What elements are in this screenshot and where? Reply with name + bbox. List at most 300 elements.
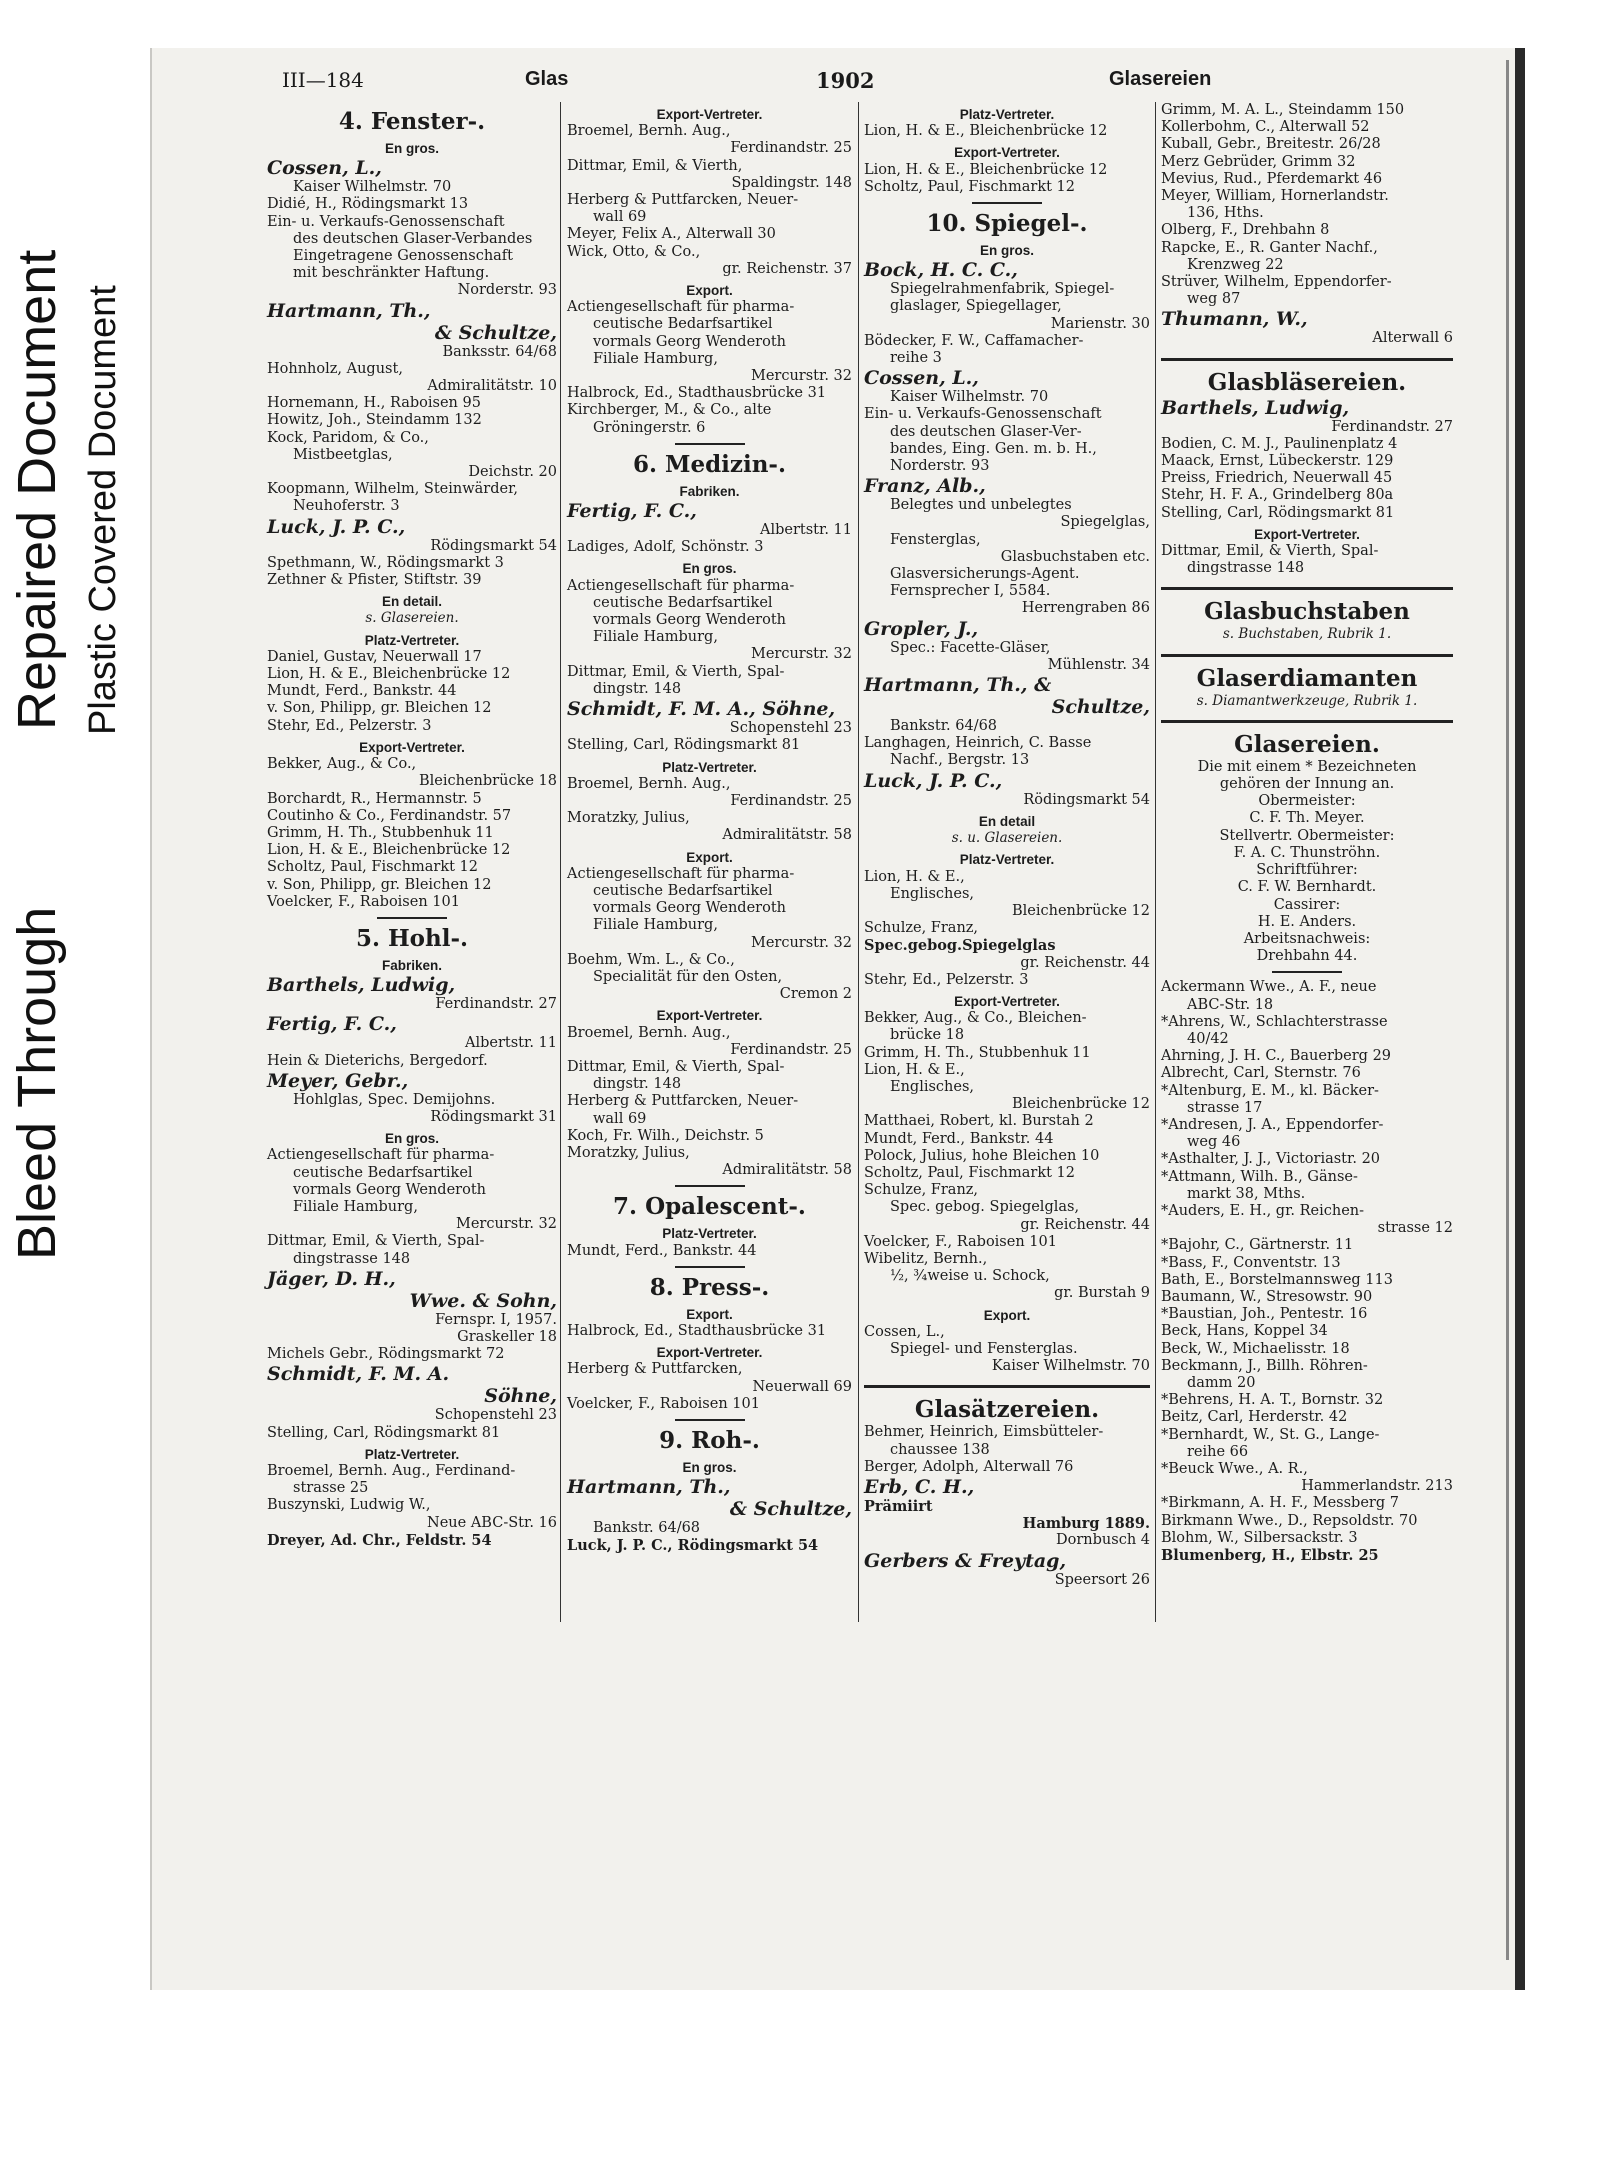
listing-line: Grimm, H. Th., Stubbenhuk 11	[864, 1044, 1091, 1061]
section-heading: 5. Hohl-.	[355, 924, 469, 952]
listing-line: Schriftführer:	[1256, 862, 1358, 879]
listing-line: 136, Hths.	[1187, 205, 1264, 222]
listing-line: Belegtes und unbelegtes	[890, 497, 1072, 514]
listing-line: Fernsprecher I, 5584.	[890, 583, 1051, 600]
listing-line: Bekker, Aug., & Co.,	[267, 756, 417, 773]
listing-line: Fensterglas,	[890, 531, 981, 548]
listing-line: Graskeller 18	[457, 1328, 557, 1345]
listing-line: strasse 25	[293, 1480, 369, 1497]
subsection-heading: Export.	[686, 1306, 733, 1322]
label-plastic-covered: Plastic Covered Document	[82, 285, 124, 735]
section-heading: 4. Fenster-.	[338, 108, 486, 135]
listing-line: Spiegelrahmenfabrik, Spiegel-	[890, 281, 1115, 298]
listing-line: Gröningerstr. 6	[593, 419, 706, 436]
listing-line: Albertstr. 11	[759, 522, 852, 539]
listing-line: Rapcke, E., R. Ganter Nachf.,	[1161, 239, 1378, 256]
listing-line: Ackermann Wwe., A. F., neue	[1161, 979, 1377, 996]
listing-line: Michels Gebr., Rödingsmarkt 72	[267, 1346, 505, 1363]
listing-line: des deutschen Glaser-Ver-	[890, 423, 1082, 440]
listing-line: Dreyer, Ad. Chr., Feldstr. 54	[267, 1531, 492, 1549]
listing-line: vormals Georg Wenderoth	[593, 900, 786, 917]
listing-line: Bleichenbrücke 12	[1012, 902, 1150, 919]
listing-line: strasse 17	[1187, 1099, 1263, 1116]
listing-line: Glasbuchstaben etc.	[1000, 548, 1150, 565]
listing-line: wall 69	[593, 209, 647, 226]
listing-line: v. Son, Philipp, gr. Bleichen 12	[267, 876, 492, 893]
listing-line: Meyer, William, Hornerlandstr.	[1161, 188, 1389, 205]
listing-line: Hein & Dieterichs, Bergedorf.	[267, 1052, 488, 1069]
listing-line: Dittmar, Emil, & Vierth,	[567, 157, 743, 174]
listing-line: Rödingsmarkt 54	[430, 537, 557, 554]
listing-line: Filiale Hamburg,	[293, 1198, 418, 1215]
listing-line: Hamburg 1889.	[1022, 1515, 1150, 1533]
listing-line: Kollerbohm, C., Alterwall 52	[1161, 119, 1370, 136]
firm-name: Schultze,	[1051, 696, 1150, 719]
section-rule	[972, 202, 1042, 204]
subsection-heading: En gros.	[384, 1131, 439, 1147]
section-heading: Glasbläsereien.	[1207, 368, 1407, 396]
section-heading: 8. Press-.	[649, 1273, 770, 1301]
section-rule	[675, 1266, 745, 1268]
listing-line: Mercurstr. 32	[750, 646, 852, 663]
column-divider	[858, 102, 859, 1622]
listing-line: Bekker, Aug., & Co., Bleichen-	[864, 1010, 1087, 1027]
listing-line: Spec.: Facette-Gläser,	[890, 639, 1051, 656]
section-divider	[1161, 587, 1453, 590]
listing-line: Mistbeetglas,	[293, 446, 393, 463]
listing-line: Drehbahn 44.	[1256, 948, 1358, 965]
page-edge-line	[1506, 60, 1509, 1960]
firm-name: & Schultze,	[434, 321, 557, 344]
listing-line: chaussee 138	[890, 1441, 990, 1458]
subsection-heading: Export-Vertreter.	[954, 145, 1060, 161]
listing-line: Howitz, Joh., Steindamm 132	[267, 412, 482, 429]
listing-line: Lion, H. & E.,	[864, 1061, 965, 1078]
listing-line: Broemel, Bernh. Aug., Ferdinand-	[267, 1462, 516, 1479]
listing-line: weg 87	[1187, 291, 1241, 308]
listing-line: *Andresen, J. A., Eppendorfer-	[1161, 1116, 1384, 1133]
listing-line: *Bernhardt, W., St. G., Lange-	[1161, 1426, 1380, 1443]
listing-line: Matthaei, Robert, kl. Burstah 2	[864, 1113, 1094, 1130]
listing-line: Lion, H. & E., Bleichenbrücke 12	[267, 842, 511, 859]
subsection-heading: Platz-Vertreter.	[959, 107, 1055, 122]
listing-line: des deutschen Glaser-Verbandes	[293, 230, 533, 247]
listing-line: Bödecker, F. W., Caffamacher-	[864, 332, 1084, 349]
listing-line: Scholtz, Paul, Fischmarkt 12	[864, 1164, 1075, 1181]
listing-line: Baumann, W., Stresowstr. 90	[1161, 1288, 1373, 1305]
listing-line: weg 46	[1187, 1134, 1241, 1151]
listing-line: Coutinho & Co., Ferdinandstr. 57	[267, 807, 512, 824]
section-divider	[864, 1385, 1150, 1388]
listing-line: gr. Reichenstr. 37	[722, 260, 852, 277]
subsection-heading: Export-Vertreter.	[954, 993, 1060, 1009]
listing-line: Hohlglas, Spec. Demijohns.	[293, 1091, 496, 1108]
listing-line: Moratzky, Julius,	[567, 810, 690, 827]
subsection-heading: Export.	[686, 849, 733, 865]
listing-line: Kuball, Gebr., Breitestr. 26/28	[1161, 136, 1381, 153]
listing-line: Bodien, C. M. J., Paulinenplatz 4	[1161, 435, 1398, 452]
listing-line: Mercurstr. 32	[455, 1216, 557, 1233]
listing-line: Beck, Hans, Koppel 34	[1161, 1323, 1328, 1340]
listing-line: Krenzweg 22	[1187, 256, 1284, 273]
listing-line: Merz Gebrüder, Grimm 32	[1161, 153, 1356, 170]
listing-line: Grimm, H. Th., Stubbenhuk 11	[267, 824, 494, 841]
listing-line: Spethmann, W., Rödingsmarkt 3	[267, 554, 504, 571]
listing-line: Stelling, Carl, Rödingsmarkt 81	[267, 1424, 501, 1441]
listing-line: Behmer, Heinrich, Eimsbütteler-	[864, 1424, 1104, 1441]
firm-name: Söhne,	[484, 1385, 557, 1408]
firm-name: Cossen, L.,	[267, 157, 382, 180]
listing-line: dingstr. 148	[593, 680, 682, 697]
listing-line: damm 20	[1187, 1374, 1256, 1391]
section-rule	[675, 1185, 745, 1187]
listing-line: Stelling, Carl, Rödingsmarkt 81	[567, 737, 801, 754]
listing-line: Ein- u. Verkaufs-Genossenschaft	[864, 406, 1102, 423]
listing-line: Ladiges, Adolf, Schönstr. 3	[567, 539, 764, 556]
firm-name: Gerbers & Freytag,	[864, 1549, 1067, 1572]
listing-line: Ferdinandstr. 25	[730, 1041, 852, 1058]
listing-line: vormals Georg Wenderoth	[593, 333, 786, 350]
listing-line: Spec. gebog. Spiegelglas,	[890, 1199, 1080, 1216]
firm-name: Fertig, F. C.,	[567, 500, 697, 523]
listing-line: Neue ABC-Str. 16	[427, 1514, 557, 1531]
listing-line: Schulze, Franz,	[864, 1182, 979, 1199]
page-year: 1902	[816, 68, 875, 93]
listing-line: Cremon 2	[779, 986, 852, 1003]
running-head-left: Glas	[525, 68, 569, 90]
listing-line: Actiengesellschaft für pharma-	[567, 577, 795, 594]
listing-line: Englisches,	[890, 1078, 975, 1095]
listing-line: Hammerlandstr. 213	[1301, 1478, 1453, 1495]
cross-reference: s. Glasereien.	[365, 610, 459, 627]
listing-line: ½, ¾weise u. Schock,	[890, 1268, 1050, 1285]
section-divider	[1161, 720, 1453, 723]
listing-line: Blumenberg, H., Elbstr. 25	[1161, 1547, 1379, 1565]
section-rule	[675, 443, 745, 445]
listing-line: Filiale Hamburg,	[593, 917, 718, 934]
firm-name: Gropler, J.,	[864, 617, 979, 640]
listing-line: Herberg & Puttfarcken,	[567, 1361, 743, 1378]
listing-line: Dittmar, Emil, & Vierth, Spal-	[267, 1233, 485, 1250]
listing-line: Bath, E., Borstelmannsweg 113	[1161, 1271, 1393, 1288]
subsection-heading: Platz-Vertreter.	[662, 1226, 757, 1242]
listing-line: Meyer, Felix A., Alterwall 30	[567, 226, 776, 243]
subsection-heading: En detail.	[381, 594, 442, 610]
listing-line: Bleichenbrücke 12	[1012, 1096, 1150, 1113]
listing-line: gehören der Innung an.	[1219, 776, 1395, 793]
listing-line: ceutische Bedarfsartikel	[593, 594, 773, 611]
listing-line: Albertstr. 11	[464, 1035, 557, 1052]
listing-line: Admiralitätstr. 58	[722, 827, 852, 844]
listing-line: Stehr, Ed., Pelzerstr. 3	[864, 971, 1029, 988]
listing-line: Wick, Otto, & Co.,	[567, 243, 701, 260]
listing-line: Prämiirt	[864, 1498, 933, 1515]
listing-line: Lion, H. & E., Bleichenbrücke 12	[864, 161, 1108, 178]
subsection-heading: Export-Vertreter.	[656, 1008, 763, 1024]
subsection-heading: En gros.	[384, 141, 439, 156]
listing-line: Mercurstr. 32	[750, 368, 852, 385]
listing-line: H. E. Anders.	[1257, 913, 1357, 930]
listing-line: Filiale Hamburg,	[593, 629, 718, 646]
listing-line: Nachf., Bergstr. 13	[890, 752, 1030, 769]
directory-page	[150, 48, 1522, 1990]
listing-line: Didié, H., Rödingsmarkt 13	[267, 196, 469, 213]
listing-line: Blohm, W., Silbersackstr. 3	[1161, 1529, 1358, 1546]
listing-line: dingstrasse 148	[1187, 560, 1305, 577]
listing-line: Beck, W., Michaelisstr. 18	[1161, 1340, 1350, 1357]
listing-line: *Behrens, H. A. T., Bornstr. 32	[1161, 1392, 1384, 1409]
listing-line: Dittmar, Emil, & Vierth, Spal-	[567, 1058, 785, 1075]
listing-line: brücke 18	[890, 1027, 965, 1044]
firm-name: Schmidt, F. M. A.	[267, 1363, 450, 1386]
listing-line: Norderstr. 93	[890, 458, 990, 475]
subsection-heading: Export.	[686, 283, 733, 299]
subsection-heading: En gros.	[682, 561, 737, 577]
listing-line: Bleichenbrücke 18	[419, 773, 557, 790]
firm-name: Thumann, W.,	[1161, 308, 1308, 331]
listing-line: Ferdinandstr. 25	[730, 140, 852, 157]
listing-line: Glasversicherungs-Agent.	[890, 566, 1080, 583]
cross-reference: s. Diamantwerkzeuge, Rubrik 1.	[1196, 692, 1418, 709]
listing-line: Admiralitätstr. 58	[722, 1162, 852, 1179]
column-3	[864, 102, 1150, 1589]
listing-line: Polock, Julius, hohe Bleichen 10	[864, 1147, 1100, 1164]
listing-line: reihe 3	[890, 350, 942, 367]
listing-line: Hornemann, H., Raboisen 95	[267, 395, 481, 412]
scan-condition-labels	[0, 0, 150, 1600]
listing-line: Mundt, Ferd., Bankstr. 44	[567, 1242, 757, 1259]
listing-line: *Auders, E. H., gr. Reichen-	[1161, 1202, 1365, 1219]
listing-line: F. A. C. Thunströhn.	[1233, 844, 1381, 861]
listing-line: Borchardt, R., Hermannstr. 5	[267, 790, 482, 807]
listing-line: *Bass, F., Conventstr. 13	[1161, 1254, 1341, 1271]
section-heading: 10. Spiegel-.	[926, 210, 1088, 238]
firm-name: Meyer, Gebr.,	[267, 1069, 409, 1092]
listing-line: Actiengesellschaft für pharma-	[567, 865, 795, 882]
listing-line: Kaiser Wilhelmstr. 70	[890, 389, 1049, 406]
listing-line: Voelcker, F., Raboisen 101	[567, 1395, 760, 1412]
firm-name: Erb, C. H.,	[864, 1476, 975, 1498]
cross-reference: s. Buchstaben, Rubrik 1.	[1222, 626, 1392, 643]
column-2	[567, 102, 852, 1555]
listing-line: Zethner & Pfister, Stiftstr. 39	[267, 572, 482, 589]
listing-line: Moratzky, Julius,	[567, 1144, 690, 1161]
running-head-right: Glasereien	[1109, 68, 1212, 90]
subsection-heading: Fabriken.	[381, 957, 443, 973]
listing-line: bandes, Eing. Gen. m. b. H.,	[890, 440, 1097, 457]
label-repaired-document: Repaired Document	[7, 249, 67, 730]
firm-name: Cossen, L.,	[864, 367, 979, 390]
listing-line: Kock, Paridom, & Co.,	[267, 429, 429, 446]
listing-line: Lion, H. & E., Bleichenbrücke 12	[864, 123, 1108, 140]
subsection-heading: Export-Vertreter.	[656, 1345, 763, 1361]
listing-line: 40/42	[1187, 1030, 1229, 1047]
section-heading: Glasbuchstaben	[1204, 598, 1410, 626]
listing-line: gr. Reichenstr. 44	[1020, 1216, 1150, 1233]
section-heading: 9. Roh-.	[659, 1427, 760, 1454]
listing-line: Halbrock, Ed., Stadthausbrücke 31	[567, 385, 827, 402]
listing-line: Grimm, M. A. L., Steindamm 150	[1161, 102, 1405, 118]
listing-line: dingstrasse 148	[293, 1250, 411, 1267]
listing-line: Stellvertr. Obermeister:	[1219, 827, 1395, 844]
listing-line: Ein- u. Verkaufs-Genossenschaft	[267, 213, 505, 230]
listing-line: Banksstr. 64/68	[442, 343, 557, 360]
section-heading: Glasereien.	[1234, 730, 1380, 758]
column-divider	[560, 102, 561, 1622]
listing-line: Kaiser Wilhelmstr. 70	[991, 1358, 1150, 1375]
listing-line: Stehr, Ed., Pelzerstr. 3	[267, 717, 432, 734]
listing-line: *Attmann, Wilh. B., Gänse-	[1161, 1168, 1358, 1185]
listing-line: Admiralitätstr. 10	[427, 378, 557, 395]
listing-line: Koopmann, Wilhelm, Steinwärder,	[267, 481, 519, 498]
section-rule	[377, 917, 447, 919]
firm-name: Fertig, F. C.,	[267, 1013, 397, 1036]
listing-line: glaslager, Spiegellager,	[890, 298, 1062, 315]
listing-line: Neuerwall 69	[752, 1378, 852, 1395]
listing-line: Wibelitz, Bernh.,	[864, 1250, 988, 1267]
listing-line: Ferdinandstr. 25	[730, 792, 852, 809]
listing-line: Luck, J. P. C., Rödingsmarkt 54	[567, 1537, 819, 1555]
listing-line: ceutische Bedarfsartikel	[293, 1164, 473, 1181]
listing-line: Die mit einem * Bezeichneten	[1197, 758, 1417, 775]
firm-name: Luck, J. P. C.,	[864, 769, 1003, 792]
listing-line: Actiengesellschaft für pharma-	[567, 299, 795, 316]
listing-line: wall 69	[593, 1110, 647, 1127]
subsection-heading: Platz-Vertreter.	[364, 632, 460, 648]
listing-line: markt 38, Mths.	[1187, 1185, 1306, 1202]
listing-line: Cassirer:	[1273, 896, 1341, 913]
listing-line: Dornbusch 4	[1056, 1532, 1150, 1549]
firm-name: & Schultze,	[729, 1498, 852, 1521]
listing-line: Albrecht, Carl, Sternstr. 76	[1161, 1065, 1361, 1082]
listing-line: Specialität für den Osten,	[593, 968, 783, 985]
firm-name: Barthels, Ludwig,	[1161, 396, 1350, 419]
firm-name: Jäger, D. H.,	[267, 1267, 396, 1290]
label-bleed-through: Bleed Through	[7, 906, 67, 1260]
listing-line: Kaiser Wilhelmstr. 70	[293, 179, 452, 196]
listing-line: Bankstr. 64/68	[890, 718, 998, 735]
listing-line: Actiengesellschaft für pharma-	[267, 1147, 495, 1164]
subsection-heading: En gros.	[979, 243, 1034, 259]
listing-line: Norderstr. 93	[457, 282, 557, 299]
listing-line: Broemel, Bernh. Aug.,	[567, 1024, 731, 1041]
listing-line: Herrengraben 86	[1021, 600, 1150, 617]
listing-line: *Baustian, Joh., Pentestr. 16	[1161, 1306, 1368, 1323]
listing-line: Beitz, Carl, Herderstr. 42	[1161, 1409, 1348, 1426]
listing-line: Dittmar, Emil, & Vierth, Spal-	[1161, 543, 1379, 560]
listing-line: Spiegel- und Fensterglas.	[890, 1340, 1078, 1357]
listing-line: ceutische Bedarfsartikel	[593, 316, 773, 333]
listing-line: Neuhoferstr. 3	[293, 498, 400, 515]
listing-line: Fernspr. I, 1957.	[435, 1311, 557, 1328]
listing-line: Bankstr. 64/68	[593, 1520, 701, 1537]
subsection-heading: Platz-Vertreter.	[662, 759, 757, 775]
column-1	[267, 102, 557, 1549]
listing-line: Koch, Fr. Wilh., Deichstr. 5	[567, 1127, 764, 1144]
listing-line: Schulze, Franz,	[864, 920, 979, 937]
subsection-heading: Export-Vertreter.	[656, 107, 763, 122]
listing-line: Olberg, F., Drehbahn 8	[1161, 222, 1330, 239]
listing-line: vormals Georg Wenderoth	[593, 612, 786, 629]
listing-line: Birkmann Wwe., D., Repsoldstr. 70	[1161, 1512, 1418, 1529]
listing-line: Broemel, Bernh. Aug.,	[567, 123, 731, 140]
listing-line: Strüver, Wilhelm, Eppendorfer-	[1161, 274, 1392, 291]
listing-line: reihe 66	[1187, 1443, 1249, 1460]
listing-line: Voelcker, F., Raboisen 101	[267, 893, 460, 910]
listing-line: Lion, H. & E., Bleichenbrücke 12	[267, 666, 511, 683]
subsection-heading: Export-Vertreter.	[1254, 526, 1360, 542]
firm-name: Bock, H. C. C.,	[864, 259, 1018, 282]
listing-line: Mercurstr. 32	[750, 934, 852, 951]
listing-line: Dittmar, Emil, & Vierth, Spal-	[567, 663, 785, 680]
firm-name: Hartmann, Th.,	[267, 299, 431, 322]
listing-line: C. F. Th. Meyer.	[1249, 810, 1365, 827]
listing-line: Ferdinandstr. 27	[435, 996, 557, 1013]
listing-line: gr. Reichenstr. 44	[1020, 954, 1150, 971]
cross-reference: s. u. Glasereien.	[951, 830, 1063, 847]
listing-line: *Asthalter, J. J., Victoriastr. 20	[1161, 1151, 1381, 1168]
page-number: III—184	[282, 68, 364, 92]
subsection-heading: En gros.	[682, 1460, 737, 1475]
page-edge-shadow	[1515, 48, 1525, 1990]
listing-line: Ferdinandstr. 27	[1331, 418, 1453, 435]
listing-line: mit beschränkter Haftung.	[293, 265, 490, 282]
section-heading: 7. Opalescent-.	[613, 1193, 806, 1221]
listing-line: Beckmann, J., Billh. Röhren-	[1161, 1357, 1368, 1374]
subsection-heading: Fabriken.	[679, 483, 740, 499]
listing-line: Herberg & Puttfarcken, Neuer-	[567, 192, 799, 209]
section-heading: Glaserdiamanten	[1196, 664, 1418, 692]
listing-line: Eingetragene Genossenschaft	[293, 248, 513, 265]
listing-line: Broemel, Bernh. Aug.,	[567, 775, 731, 792]
listing-line: Stehr, H. F. A., Grindelberg 80a	[1161, 487, 1394, 504]
listing-line: Voelcker, F., Raboisen 101	[864, 1233, 1057, 1250]
listing-line: ABC-Str. 18	[1187, 996, 1274, 1013]
listing-line: *Beuck Wwe., A. R.,	[1161, 1461, 1308, 1477]
firm-name: Luck, J. P. C.,	[267, 515, 406, 538]
listing-line: Cossen, L.,	[864, 1323, 945, 1340]
listing-line: Kirchberger, M., & Co., alte	[567, 402, 772, 419]
listing-line: Deichstr. 20	[468, 464, 557, 481]
listing-line: Ahrning, J. H. C., Bauerberg 29	[1161, 1048, 1392, 1065]
listing-line: Halbrock, Ed., Stadthausbrücke 31	[567, 1322, 827, 1339]
listing-line: Filiale Hamburg,	[593, 350, 718, 367]
listing-line: Schopenstehl 23	[434, 1407, 557, 1424]
listing-line: Boehm, Wm. L., & Co.,	[567, 951, 735, 968]
listing-line: Scholtz, Paul, Fischmarkt 12	[864, 178, 1075, 195]
firm-name: Schmidt, F. M. A., Söhne,	[567, 698, 836, 721]
listing-line: Rödingsmarkt 54	[1023, 791, 1150, 808]
section-rule	[675, 1419, 745, 1421]
section-divider	[1161, 654, 1453, 657]
listing-line: Englisches,	[890, 885, 975, 902]
listing-line: Maack, Ernst, Lübeckerstr. 129	[1161, 453, 1394, 470]
section-heading: Glasätzereien.	[914, 1396, 1100, 1424]
listing-line: *Ahrens, W., Schlachterstrasse	[1161, 1013, 1388, 1030]
firm-name: Hartmann, Th.,	[567, 1476, 731, 1499]
listing-line: Mundt, Ferd., Bankstr. 44	[267, 683, 457, 700]
listing-line: Obermeister:	[1258, 793, 1356, 810]
listing-line: Mundt, Ferd., Bankstr. 44	[864, 1130, 1054, 1147]
listing-line: Preiss, Friedrich, Neuerwall 45	[1161, 470, 1393, 487]
section-divider	[1161, 358, 1453, 361]
listing-line: Spec.gebog.Spiegelglas	[864, 937, 1056, 955]
subsection-heading: En detail	[978, 813, 1036, 829]
listing-line: vormals Georg Wenderoth	[293, 1181, 486, 1198]
column-divider	[1155, 102, 1156, 1622]
listing-line: Scholtz, Paul, Fischmarkt 12	[267, 859, 478, 876]
listing-line: Speersort 26	[1054, 1571, 1150, 1588]
